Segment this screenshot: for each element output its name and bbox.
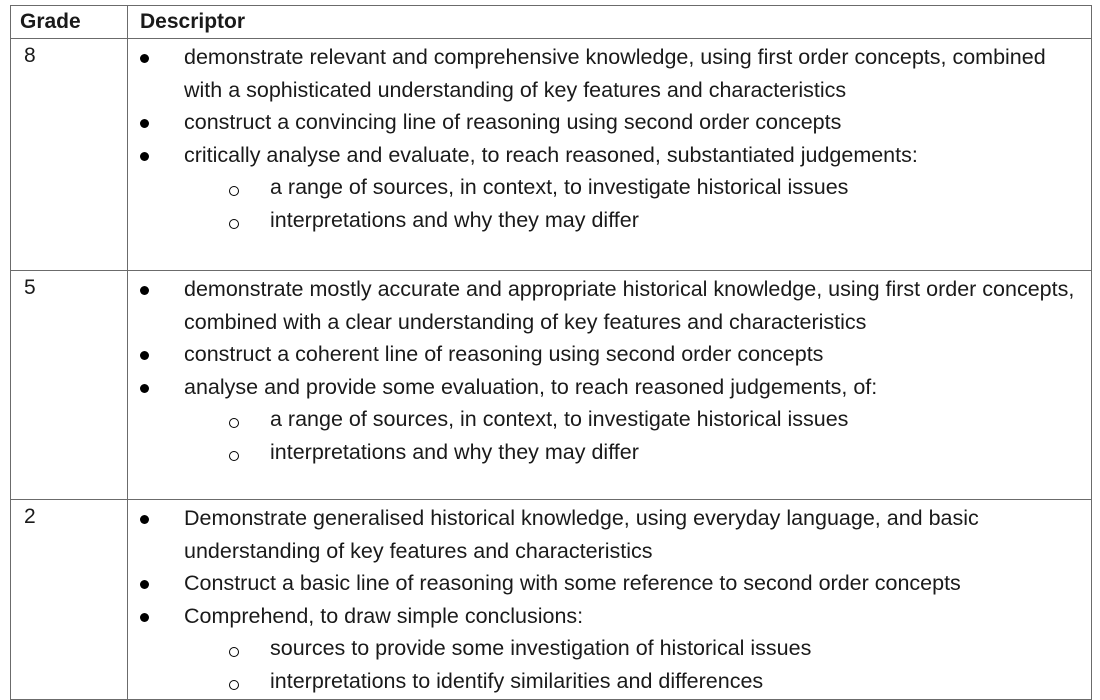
bullet-text: construct a coherent line of reasoning using second order concepts — [184, 342, 824, 366]
bullet-icon — [140, 152, 149, 161]
bullet-icon — [140, 351, 149, 360]
grade-cell: 8 — [11, 39, 128, 271]
circle-bullet-icon — [229, 680, 239, 690]
bullet-text: Construct a basic line of reasoning with some reference to second order concepts — [184, 571, 961, 595]
bullet-text: critically analyse and evaluate, to reach reasoned, substantiated judgements: — [184, 142, 918, 167]
sub-bullet — [128, 403, 1085, 436]
sub-bullet — [128, 632, 1085, 665]
bullet-icon — [140, 384, 149, 393]
sub-bullet — [128, 436, 1085, 469]
sub-list — [184, 403, 1085, 468]
descriptor-list — [128, 500, 1085, 699]
bullet-text: demonstrate mostly accurate and appropriate historical knowledge, using first order concepts, combined with a clear understanding of key features and characteristics — [184, 277, 1075, 334]
table-row-grade-5 — [11, 271, 1092, 500]
bullet-text: Comprehend, to draw simple conclusions: — [184, 603, 584, 628]
bullet-icon — [140, 54, 149, 63]
bullet-icon — [140, 580, 149, 589]
descriptor-bullet — [128, 273, 1085, 338]
circle-bullet-icon — [229, 647, 239, 657]
bullet-icon — [140, 515, 149, 524]
descriptor-cell — [128, 271, 1092, 500]
descriptor-bullet — [128, 41, 1085, 106]
descriptor-bullet — [128, 371, 1085, 469]
table-row-grade-8 — [11, 39, 1092, 271]
bullet-icon — [140, 613, 149, 622]
bullet-text: demonstrate relevant and comprehensive knowledge, using first order concepts, combined with a sophisticated understanding of key features and characteristics — [184, 45, 1046, 102]
bullet-icon — [140, 119, 149, 128]
descriptor-cell — [128, 39, 1092, 271]
circle-bullet-icon — [229, 186, 239, 196]
grade-cell: 5 — [11, 271, 128, 500]
sub-bullet-text: interpretations to identify similarities and differences — [270, 668, 764, 693]
sub-list — [184, 632, 1085, 697]
grade-cell: 2 — [11, 500, 128, 700]
descriptor-bullet — [128, 502, 1085, 567]
sub-bullet — [128, 204, 1085, 237]
descriptor-bullet — [128, 139, 1085, 237]
sub-bullet-text: sources to provide some investigation of historical issues — [270, 636, 812, 660]
descriptor-list — [128, 39, 1085, 238]
header-descriptor: Descriptor — [128, 6, 1092, 39]
bullet-text: construct a convincing line of reasoning using second order concepts — [184, 110, 842, 134]
sub-bullet-text: a range of sources, in context, to investigate historical issues — [270, 175, 849, 199]
bullet-text: Demonstrate generalised historical knowledge, using everyday language, and basic understanding of key features and characteristics — [184, 506, 979, 563]
circle-bullet-icon — [229, 219, 239, 229]
descriptor-bullet — [128, 567, 1085, 600]
sub-list — [184, 171, 1085, 236]
sub-bullet-text: interpretations and why they may differ — [270, 207, 639, 232]
circle-bullet-icon — [229, 451, 239, 461]
sub-bullet-text: a range of sources, in context, to investigate historical issues — [270, 407, 849, 431]
descriptor-cell — [128, 500, 1092, 700]
descriptor-bullet — [128, 600, 1085, 698]
sub-bullet — [128, 171, 1085, 204]
table-header-row — [11, 6, 1092, 39]
descriptor-list — [128, 271, 1085, 470]
sub-bullet — [128, 665, 1085, 698]
bullet-icon — [140, 286, 149, 295]
bullet-text: analyse and provide some evaluation, to reach reasoned judgements, of: — [184, 374, 878, 399]
grade-descriptor-table — [10, 5, 1092, 700]
descriptor-bullet — [128, 338, 1085, 371]
table-row-grade-2 — [11, 500, 1092, 700]
header-grade: Grade — [11, 6, 128, 39]
sub-bullet-text: interpretations and why they may differ — [270, 439, 639, 464]
circle-bullet-icon — [229, 418, 239, 428]
descriptor-bullet — [128, 106, 1085, 139]
